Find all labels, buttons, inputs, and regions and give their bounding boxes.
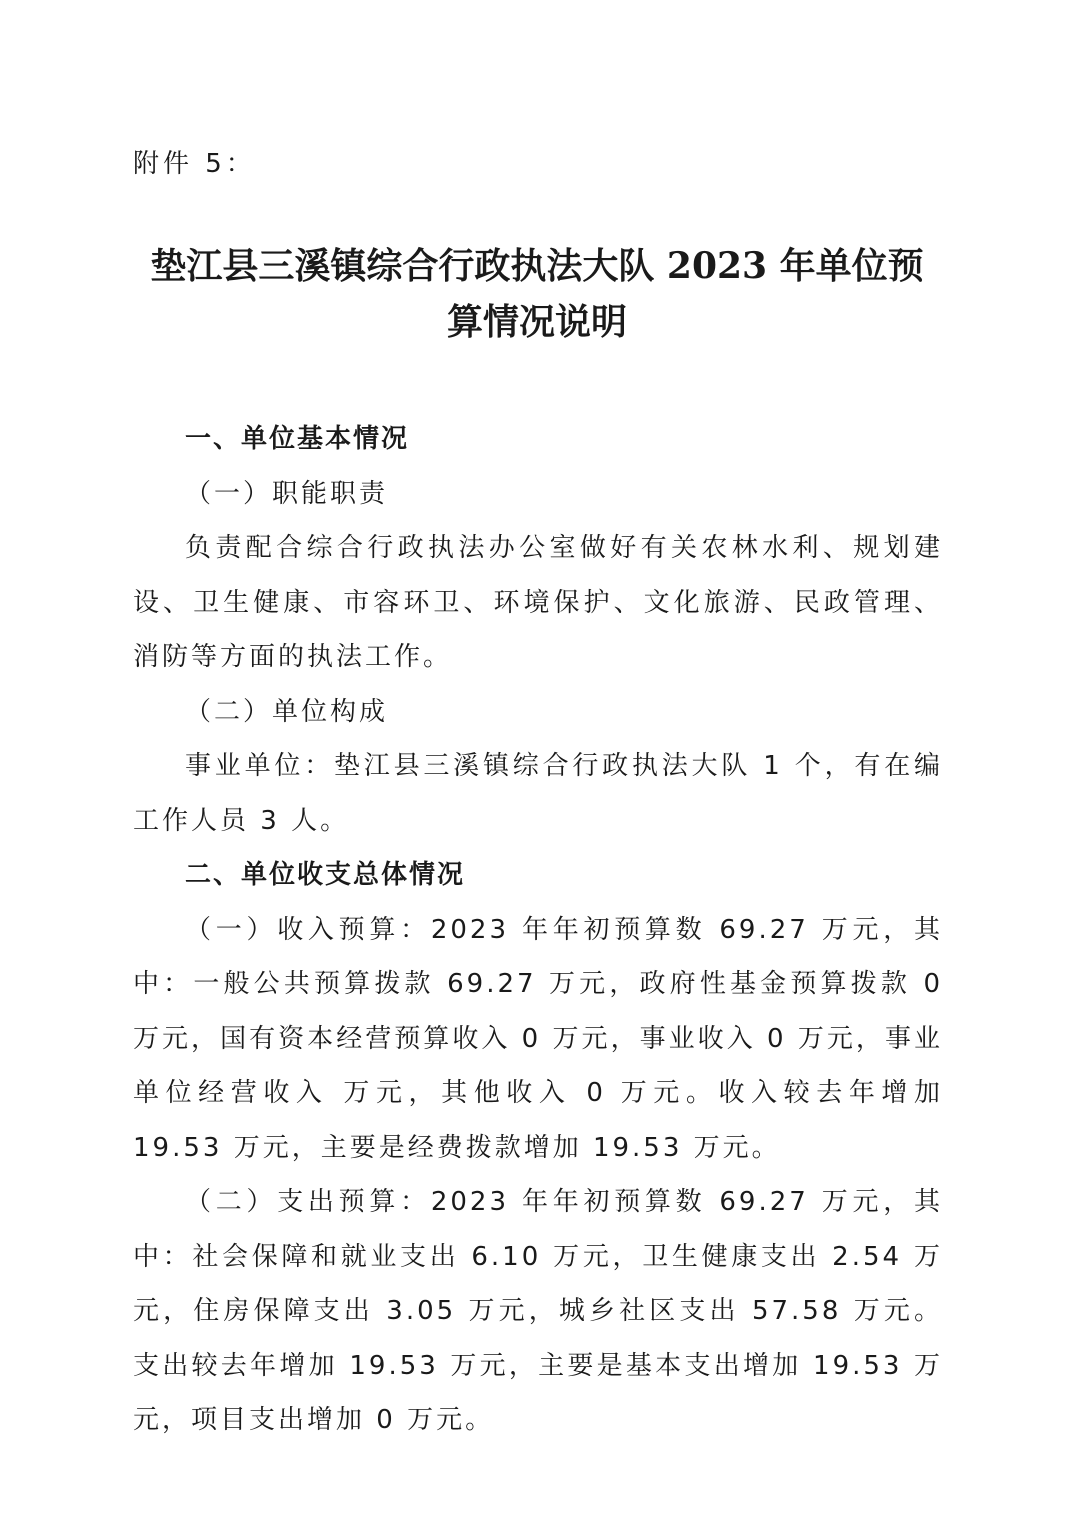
section-heading-basic-info: 一、单位基本情况: [185, 424, 410, 454]
paragraph-expense-budget: （二）支出预算：2023 年年初预算数 69.27 万元，其中：社会保障和就业支出 6.10 万元，卫生健康支出 2.54 万元，住房保障支出 3.05 万元，城乡社区支出 57.58 万元。支出较去年增加 19.53 万元，主要是基本支出增加 19.53 万元，项目支出增加 0 万元。: [133, 1187, 943, 1435]
section-heading-budget-overview: 二、单位收支总体情况: [185, 860, 466, 890]
subsection-heading-duties: （一）职能职责: [185, 478, 389, 509]
paragraph-income-budget: （一）收入预算：2023 年年初预算数 69.27 万元，其中：一般公共预算拨款 69.27 万元，政府性基金预算拨款 0 万元，国有资本经营预算收入 0 万元，事业收入 0 万元，事业单位经营收入 万元，其他收入 0 万元。收入较去年增加 19.53 万元，主要是经费拨款增加 19.53 万元。: [133, 914, 943, 1163]
document-title: [120, 238, 954, 350]
document-title-line-1: 垫江县三溪镇综合行政执法大队 2023 年单位预: [150, 245, 924, 287]
subsection-heading-composition: （二）单位构成: [185, 696, 389, 727]
document-body: [133, 412, 943, 1448]
paragraph-composition: 事业单位：垫江县三溪镇综合行政执法大队 1 个，有在编工作人员 3 人。: [133, 751, 943, 836]
document-title-line-2: 算情况说明: [446, 301, 627, 343]
attachment-label: 附件 5：: [133, 149, 256, 179]
paragraph-duties: 负责配合综合行政执法办公室做好有关农林水利、规划建设、卫生健康、市容环卫、环境保护、文化旅游、民政管理、消防等方面的执法工作。: [133, 533, 943, 672]
